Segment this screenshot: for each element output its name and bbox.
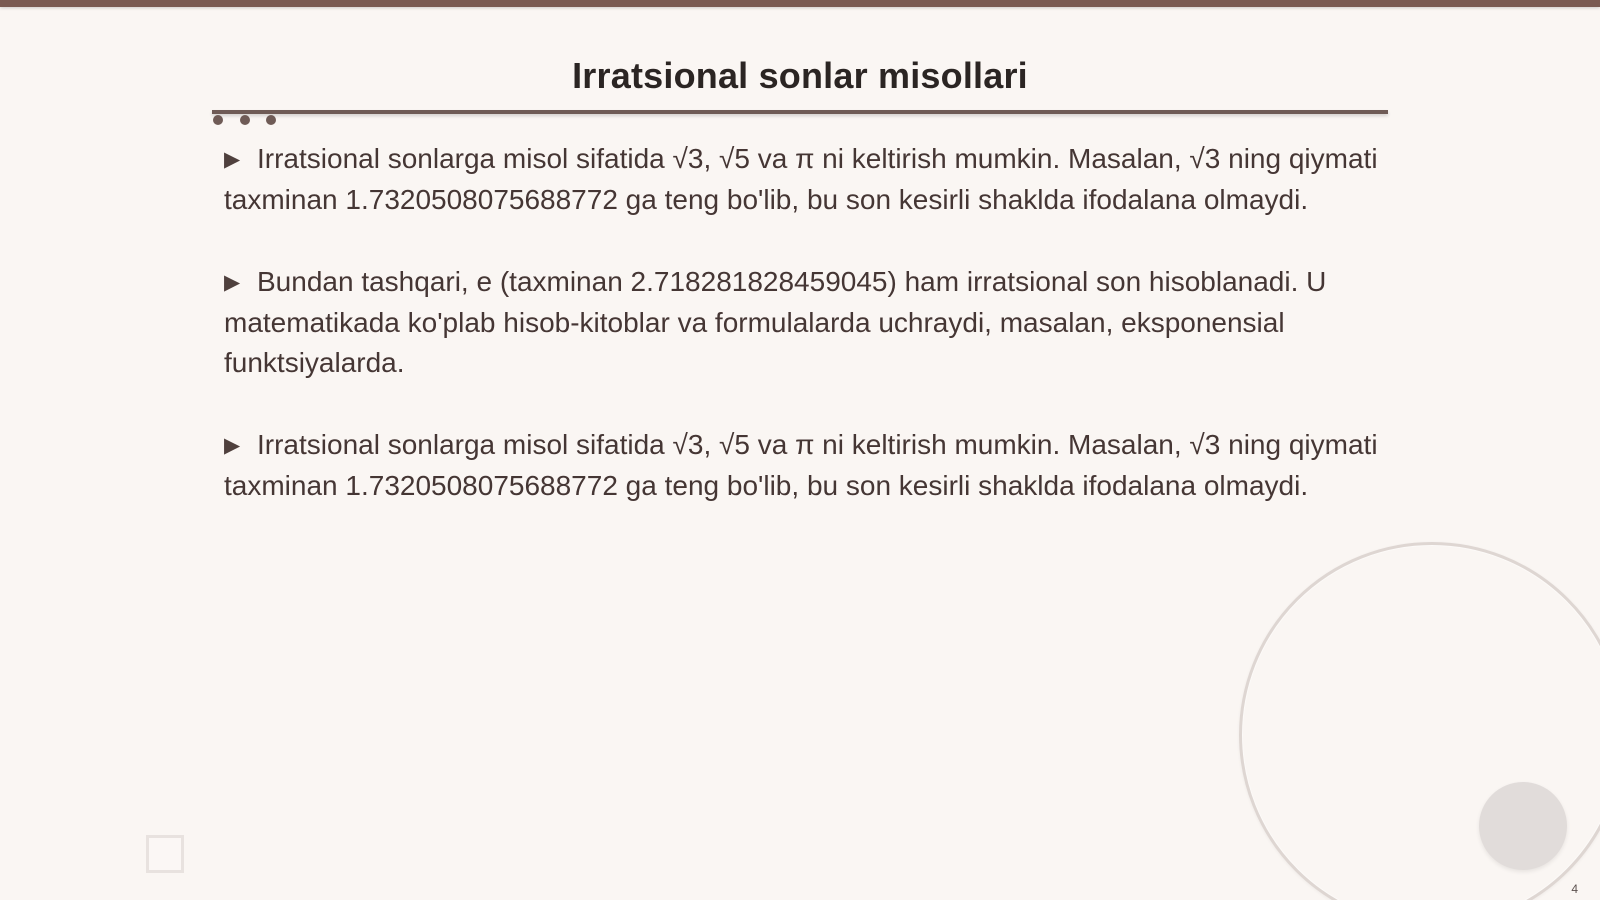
slide-content [224,139,1384,506]
decorative-circle-disc [1479,782,1567,870]
paragraph-text: Irratsional sonlarga misol sifatida √3, √5 va π ni keltirish mumkin. Masalan, √3 ning qiymati taxminan 1.7320508075688772 ga teng bo'lib, bu son kesirli shaklda ifodalana olmaydi. [224,143,1378,215]
divider-dot-icon [266,115,276,125]
bullet-paragraph-1 [224,139,1384,220]
top-accent-bar [0,0,1600,7]
triangle-right-icon: ▶ [224,271,241,294]
slide-title: Irratsional sonlar misollari [572,55,1028,96]
paragraph-text: Bundan tashqari, e (taxminan 2.718281828459045) ham irratsional son hisoblanadi. U matematikada ko'plab hisob-kitoblar va formulalarda uchraydi, masalan, eksponensial funktsiyalarda. [224,266,1327,378]
bullet-paragraph-2 [224,262,1384,383]
bullet-paragraph-3 [224,425,1384,506]
divider-dot-icon [213,115,223,125]
divider-dot-icon [240,115,250,125]
title-divider [212,110,1388,114]
decorative-square-outline [146,835,184,873]
triangle-right-icon: ▶ [224,434,241,457]
paragraph-text: Irratsional sonlarga misol sifatida √3, √5 va π ni keltirish mumkin. Masalan, √3 ning qiymati taxminan 1.7320508075688772 ga teng bo'lib, bu son kesirli shaklda ifodalana olmaydi. [224,429,1378,501]
page-number: 4 [1571,882,1578,896]
triangle-right-icon: ▶ [224,148,241,171]
